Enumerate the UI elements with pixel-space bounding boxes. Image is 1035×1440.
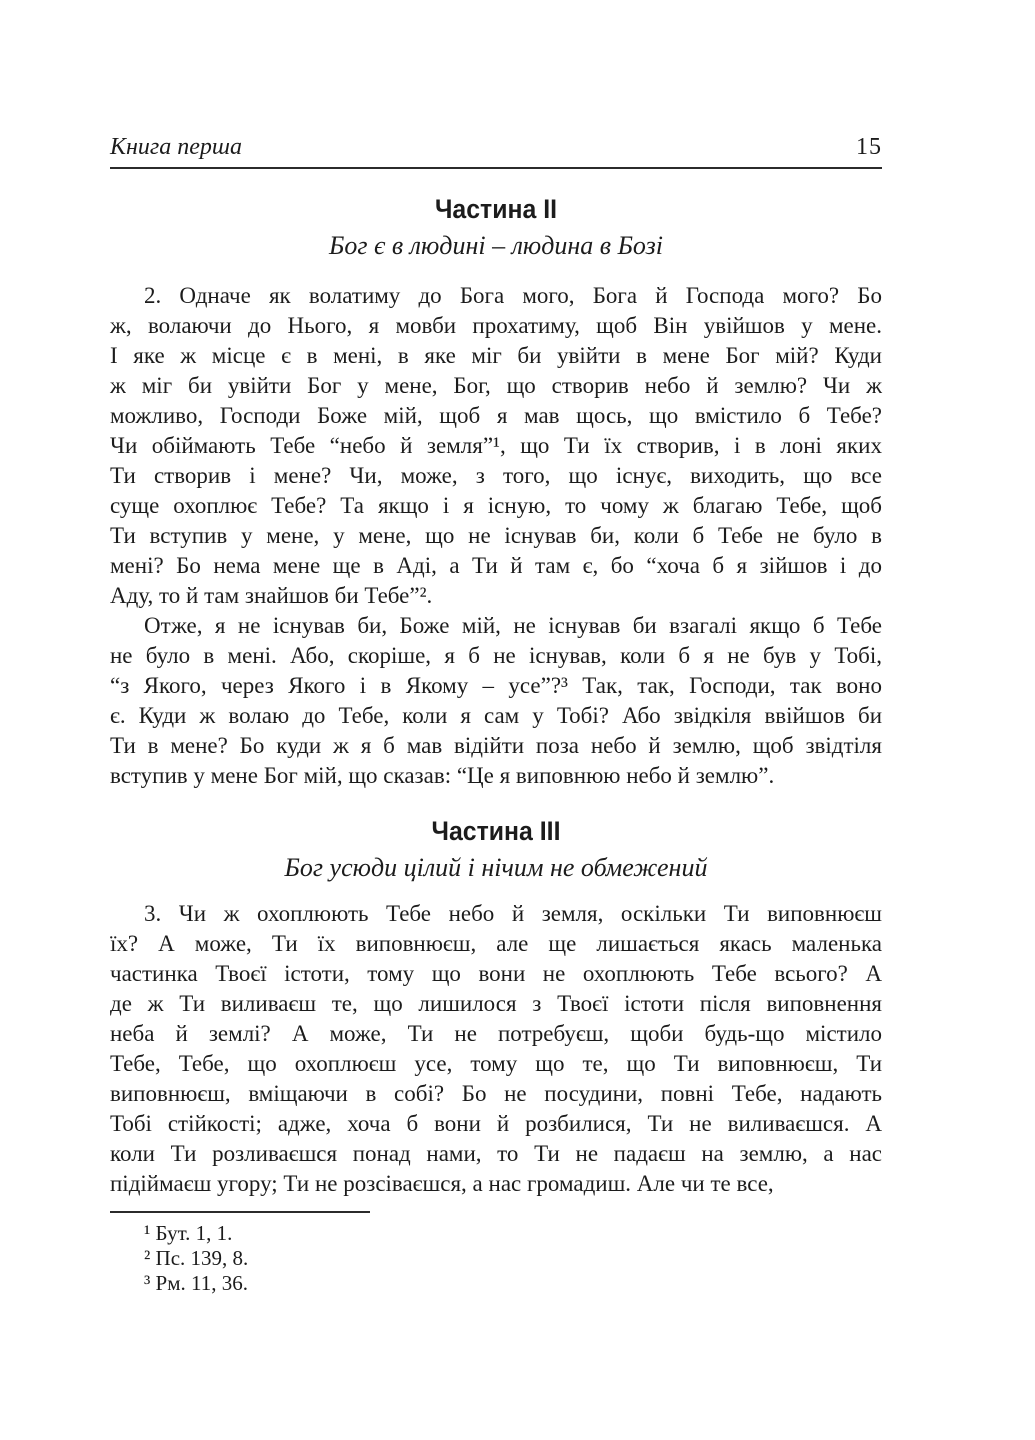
running-title: Книга перша — [110, 134, 242, 160]
section-part-2 — [110, 193, 882, 791]
paragraph — [110, 281, 882, 611]
section-subtitle: Бог усюди цілий і нічим не обмежений — [284, 853, 708, 882]
running-header — [110, 133, 882, 161]
section-heading: Частина II — [434, 194, 558, 224]
text-line: мені? Бо нема мене ще в Аді, а Ти й там є, бо “хоча б я зійшов і до — [110, 553, 882, 578]
text-line: Отже, я не існував би, Боже мій, не існував би взагалі якщо б Тебе — [144, 613, 882, 638]
text-line: підіймаєш угору; Ти не розсіваєшся, а нас громадиш. Але чи те все, — [110, 1171, 774, 1196]
text-line: виповнюєш, вміщаючи в собі? Бо не посудини, повні Тебе, надають — [110, 1081, 882, 1106]
paragraph — [110, 899, 882, 1199]
text-column — [110, 0, 882, 1296]
text-line: частинка Твоєї істоти, тому що вони не охоплюють Тебе всього? А — [110, 961, 882, 986]
footnote-rule — [110, 1211, 370, 1213]
text-line: Ти вступив у мене, у мене, що не існував би, коли б Тебе не було в — [110, 523, 882, 548]
section-subtitle: Бог є в людині – людина в Бозі — [329, 231, 663, 260]
text-line: Чи обіймають Тебе “небо й земля”¹, що Ти їх створив, і в лоні яких — [110, 433, 882, 458]
page-number: 15 — [856, 134, 882, 160]
text-line: їх? А може, Ти їх виповнюєш, але ще лишається якась маленька — [110, 931, 882, 956]
paragraph — [110, 611, 882, 791]
text-line: коли Ти розливаєшся понад нами, то Ти не падаєш на землю, а нас — [110, 1141, 882, 1166]
text-line: ж, волаючи до Нього, я мовби прохатиму, щоб Він увійшов у мене. — [110, 313, 882, 338]
text-line: 3. Чи ж охоплюють Тебе небо й земля, оскільки Ти виповнюєш — [144, 901, 882, 926]
text-line: можливо, Господи Боже мій, щоб я мав щось, що вмістило б Тебе? — [110, 403, 882, 428]
header-rule — [110, 167, 882, 169]
text-line: суще охоплює Тебе? Та якщо і я існую, то чому ж благаю Тебе, щоб — [110, 493, 882, 518]
text-line: Ти створив і мене? Чи, може, з того, що існує, виходить, що все — [110, 463, 882, 488]
footnote: ² Пс. 139, 8. — [144, 1246, 249, 1270]
text-line: Тобі стійкості; адже, хоча б вони й розбилися, Ти не виливаєшся. А — [110, 1111, 882, 1136]
text-line: 2. Одначе як волатиму до Бога мого, Бога й Господа мого? Бо — [144, 283, 882, 308]
text-line: де ж Ти виливаєш те, що лишилося з Твоєї істоти після виповнення — [110, 991, 882, 1016]
section-part-3 — [110, 815, 882, 1199]
text-line: неба й землі? А може, Ти не потребуєш, щоби будь-що містило — [110, 1021, 882, 1046]
text-line: Тебе, Тебе, що охоплюєш усе, тому що те, що Ти виповнюєш, Ти — [110, 1051, 882, 1076]
text-line: Аду, то й там знайшов би Тебе”². — [110, 583, 433, 608]
text-line: І яке ж місце є в мені, в яке міг би увійти в мене Бог мій? Куди — [110, 343, 882, 368]
text-line: “з Якого, через Якого і в Якому – усе”?³ Так, так, Господи, так воно — [110, 673, 882, 698]
text-line: не було в мені. Або, скоріше, я б не існував, коли б я не був у Тобі, — [110, 643, 882, 668]
text-line: Ти в мене? Бо куди ж я б мав відійти поза небо й землю, щоб звідтіля — [110, 733, 882, 758]
footnote-list — [110, 1221, 882, 1296]
text-line: ж міг би увійти Бог у мене, Бог, що створив небо й землю? Чи ж — [110, 373, 882, 398]
text-line: є. Куди ж волаю до Тебе, коли я сам у Тобі? Або звідкіля ввійшов би — [110, 703, 882, 728]
footnote: ¹ Бут. 1, 1. — [144, 1221, 233, 1245]
text-line: вступив у мене Бог мій, що сказав: “Це я виповнюю небо й землю”. — [110, 763, 775, 788]
section-heading: Частина III — [431, 816, 561, 846]
footnote: ³ Рм. 11, 36. — [144, 1271, 248, 1295]
